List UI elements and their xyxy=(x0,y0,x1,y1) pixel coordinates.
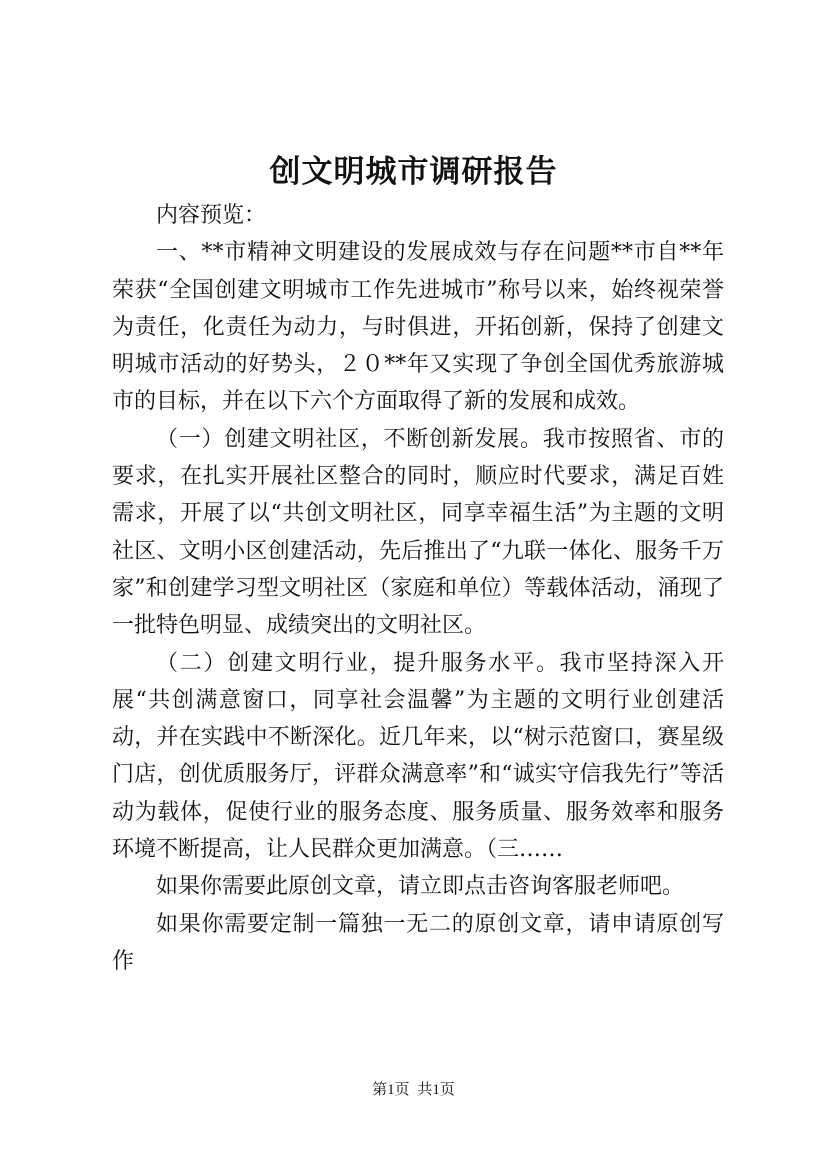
page-footer xyxy=(0,1078,827,1099)
page-number-total: 共1页 xyxy=(417,1082,455,1098)
preview-label: 内容预览： xyxy=(156,203,267,228)
page-number-current: 第1页 xyxy=(372,1082,410,1098)
paragraph-custom-note: 如果你需要定制一篇独一无二的原创文章，请申请原创写作 xyxy=(112,911,724,974)
document-title: 创文明城市调研报告 xyxy=(269,154,558,190)
paragraph-section-1: （一）创建文明社区，不断创新发展。我市按照省、市的要求，在扎实开展社区整合的同时，顺应时代要求，满足百姓需求，开展了以“共创文明社区，同享幸福生活”为主题的文明社区、文明小区创建活动，先后推出了“九联一体化、服务千万家”和创建学习型文明社区（家庭和单位）等载体活动，涌现了一批特色明显、成绩突出的文明社区。 xyxy=(112,426,724,639)
paragraph-intro: 一、**市精神文明建设的发展成效与存在问题**市自**年荣获“全国创建文明城市工作先进城市”称号以来，始终视荣誉为责任，化责任为动力，与时俱进，开拓创新，保持了创建文明城市活动的好势头，２０**年又实现了争创全国优秀旅游城市的目标，并在以下六个方面取得了新的发展和成效。 xyxy=(112,240,724,415)
paragraph-consult-note: 如果你需要此原创文章，请立即点击咨询客服老师吧。 xyxy=(156,874,685,900)
document-body xyxy=(112,197,724,980)
paragraph-section-2: （二）创建文明行业，提升服务水平。我市坚持深入开展“共创满意窗口，同享社会温馨”为主题的文明行业创建活动，并在实践中不断深化。近几年来，以“树示范窗口，赛星级门店，创优质服务厅，评群众满意率”和“诚实守信我先行”等活动为载体，促使行业的服务态度、服务质量、服务效率和服务环境不断提高，让人民群众更加满意。（三…… xyxy=(112,650,724,863)
